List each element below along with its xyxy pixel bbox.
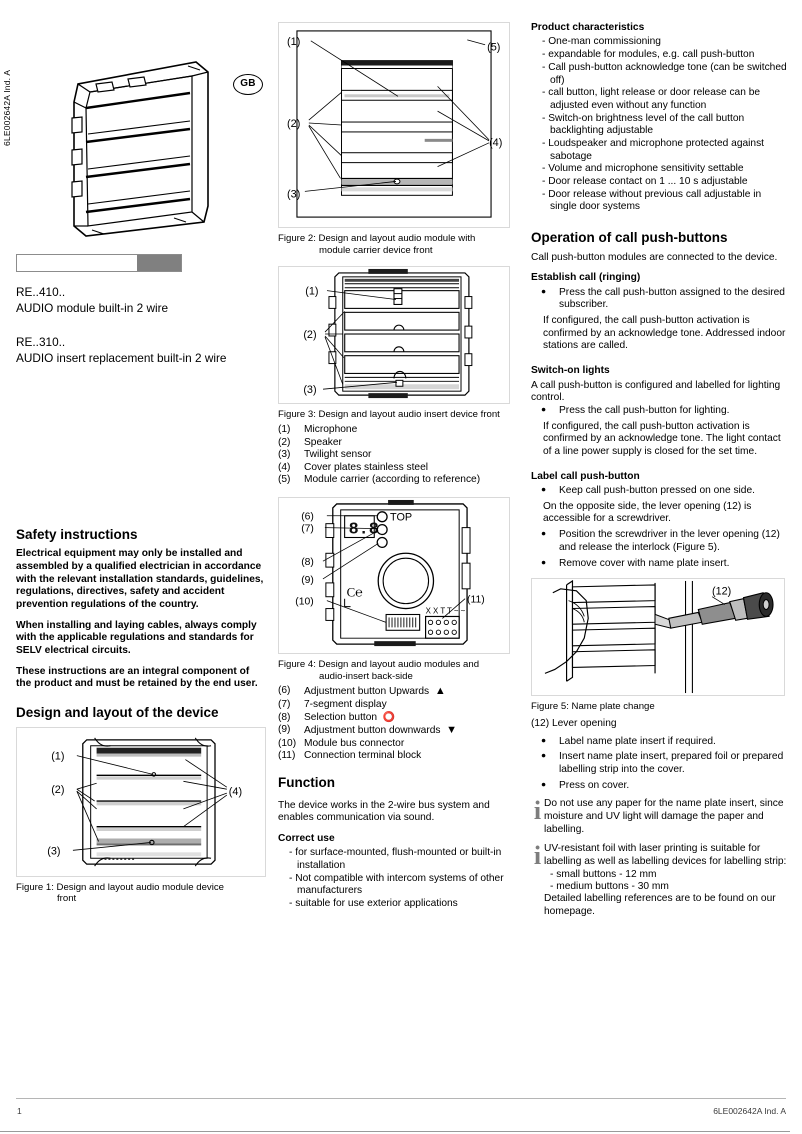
legend-row [278, 462, 480, 475]
list-item: - Switch-on brightness level of the call button backlighting adjustable [542, 113, 789, 138]
legend-number: (11) [278, 750, 296, 762]
info-note-2-tail: Detailed labelling references are to be found on our homepage. [544, 893, 776, 918]
characteristics-list [531, 36, 789, 214]
legend-label: Microphone [304, 424, 358, 436]
figure-3-caption [278, 409, 510, 421]
figure-5-callout-12: (12) [712, 585, 732, 598]
figure-4-callout-6: (6) [301, 511, 314, 523]
switch-on-lights-intro: A call push-button is configured and labelled for lighting control. [531, 379, 781, 404]
list-item: - Call push-button acknowledge tone (can be switched off) [542, 62, 789, 87]
product-ref1-code: RE..410.. [16, 285, 66, 299]
terminal-labels: X X T T ~ ~ [425, 606, 466, 616]
product-ref2-code: RE..310.. [16, 334, 66, 349]
characteristics-heading: Product characteristics [531, 22, 645, 33]
figure-2-caption [278, 233, 510, 256]
list-item: - Volume and microphone sensitivity settable [542, 163, 789, 176]
list-item: - small buttons - 12 mm [550, 869, 789, 881]
list-item: - medium buttons - 30 mm [550, 881, 789, 893]
footer-page-number: 1 [17, 1106, 22, 1116]
safety-heading: Safety instructions [16, 526, 138, 542]
info-note-1 [531, 798, 789, 836]
establish-call-heading: Establish call (ringing) [531, 272, 641, 284]
figure-5-image [531, 578, 785, 696]
product-photo [16, 22, 266, 246]
figure-4-callout-10: (10) [295, 596, 314, 608]
figure-2-caption-cont: module carrier device front [319, 244, 433, 256]
seven-segment-value: 8.8 [348, 520, 379, 540]
list-item: - Not compatible with intercom systems of other manufacturers [289, 873, 510, 898]
legend-label: Cover plates stainless steel [304, 461, 429, 473]
bottom-edge-rule [0, 1131, 790, 1132]
figure-2-callout-2: (2) [287, 117, 301, 130]
legend-row [278, 424, 480, 437]
legend-row [278, 474, 480, 487]
legend-number: (7) [278, 699, 291, 711]
figure-3-callout-2: (2) [303, 329, 317, 342]
color-bar-white-segment [17, 255, 137, 271]
label-bullet-2: ● Position the screwdriver in the lever opening (12) and release the interlock (Figure 5). [531, 529, 789, 554]
figure-2-callout-4: (4) [489, 136, 503, 149]
info-note-2-text: UV-resistant foil with laser printing is suitable for labelling as well as labelling devices for labelling strip: [544, 843, 787, 868]
legend-label-text: Selection button [304, 711, 378, 723]
figure-2-callout-3: (3) [287, 188, 301, 201]
legend-label: Module bus connector [304, 737, 405, 749]
design-heading: Design and layout of the device [16, 705, 219, 721]
figure-4-callout-7: (7) [301, 523, 314, 535]
legend-number: (8) [278, 711, 291, 723]
list-item: - suitable for use exterior applications [289, 898, 510, 911]
ce-mark: C℮ [346, 585, 363, 600]
legend-back-table [278, 685, 457, 763]
figure-3-callout-1: (1) [305, 286, 319, 299]
legend-number: (4) [278, 461, 291, 473]
list-item: - expandable for modules, e.g. call push-button [542, 49, 789, 62]
figure-1-caption-cont: front [57, 893, 77, 905]
list-item: - Door release contact on 1 ... 10 s adjustable [542, 176, 789, 189]
figure-1-callout-4: (4) [228, 785, 243, 798]
legend-number: (3) [278, 449, 291, 461]
operation-heading: Operation of call push-buttons [531, 230, 728, 246]
legend-label [304, 724, 457, 738]
language-badge-gb: GB [233, 74, 263, 95]
left-column [16, 22, 266, 905]
legend-row [278, 699, 457, 712]
legend-number: (5) [278, 474, 291, 486]
legend-number: (9) [278, 724, 291, 736]
circle-icon: ⭕ [382, 711, 396, 723]
figure-1-image [16, 727, 266, 877]
safety-paragraph-2: When installing and laying cables, always comply with the applicable regulations and standards for SELV electrical circuits. [16, 619, 257, 656]
figure-4-top-label: TOP [390, 511, 413, 524]
legend-row [278, 724, 457, 738]
after-fig-bullet-3: ● Press on cover. [531, 780, 789, 793]
figure-1-callout-2: (2) [51, 783, 65, 796]
footer-divider [16, 1098, 786, 1099]
info-note-2 [531, 843, 789, 918]
safety-paragraph-1: Electrical equipment may only be installed and assembled by a qualified electrician in accordance with the relevant installation standards, guidelines, regulations, directives, safety and accident prevention regulations of the country. [16, 548, 264, 610]
figure-3-caption-main: Figure 3: Design and layout audio insert device front [278, 409, 500, 421]
after-fig-bullet-2: ● Insert name plate insert, prepared foil or prepared labelling strip into the cover. [531, 751, 789, 776]
correct-use-heading: Correct use [278, 832, 335, 844]
info-note-1-text: Do not use any paper for the name plate insert, since moisture and UV light will damage the paper and labelling. [544, 798, 784, 835]
legend-row [278, 685, 457, 699]
operation-intro: Call push-button modules are connected to the device. [531, 251, 778, 263]
figure-1-caption-main: Figure 1: Design and layout audio module device [16, 881, 224, 893]
legend-number: (6) [278, 685, 291, 697]
list-item: - Loudspeaker and microphone protected against sabotage [542, 138, 789, 163]
figure-4-callout-11: (11) [467, 594, 485, 606]
figure-4-callout-8: (8) [301, 557, 314, 569]
legend-label: Connection terminal block [304, 750, 422, 762]
figure-4-image [278, 497, 510, 654]
legend-row [278, 750, 457, 763]
correct-use-list [278, 847, 510, 910]
legend-label: 7-segment display [304, 699, 387, 711]
figure-1-callout-1: (1) [51, 750, 65, 763]
arrow-down-icon: ▼ [446, 724, 458, 737]
legend-label [304, 685, 457, 699]
legend-label: Speaker [304, 436, 342, 448]
switch-on-lights-heading: Switch-on lights [531, 365, 610, 377]
figure-5-legend: (12) Lever opening [531, 717, 617, 729]
figure-3-image [278, 266, 510, 404]
legend-label: Twilight sensor [304, 449, 372, 461]
figure-2-image [278, 22, 510, 228]
color-indicator-bar [16, 254, 182, 272]
figure-1-caption [16, 882, 266, 905]
right-column [531, 22, 789, 926]
list-item: - for surface-mounted, flush-mounted or built-in installation [289, 847, 510, 872]
figure-4-caption [278, 659, 510, 682]
after-fig-bullet-1: ● Label name plate insert if required. [531, 736, 789, 749]
legend-row [278, 738, 457, 751]
legend-row [278, 712, 457, 725]
arrow-up-icon: ▲ [434, 685, 446, 698]
figure-4-callout-9: (9) [301, 574, 314, 586]
figure-4-caption-main: Figure 4: Design and layout audio modules and [278, 659, 480, 671]
figure-2-caption-main: Figure 2: Design and layout audio module with [278, 233, 476, 244]
list-item: - Door release without previous call adjustable in single door systems [542, 189, 789, 214]
label-call-push-button-heading: Label call push-button [531, 470, 640, 482]
label-bullet-1: ● Keep call push-button pressed on one side. [531, 485, 789, 498]
list-item: - One-man commissioning [542, 36, 789, 49]
color-bar-grey-segment [137, 255, 181, 271]
figure-2-callout-5: (5) [487, 41, 501, 54]
legend-front-table [278, 424, 480, 487]
safety-paragraph-3: These instructions are an integral component of the product and must be retained by the end user. [16, 665, 258, 690]
function-paragraph: The device works in the 2-wire bus system and enables communication via sound. [278, 799, 490, 824]
product-ref1-name: AUDIO module built-in 2 wire [16, 300, 169, 315]
product-ref2-name: AUDIO insert replacement built-in 2 wire [16, 350, 227, 365]
figure-5-caption [531, 701, 789, 713]
list-item: - call button, light release or door release can be adjusted even without any function [542, 87, 789, 112]
legend-label-text: Adjustment button Upwards [304, 686, 430, 698]
legend-row [278, 449, 480, 462]
info-icon: i [533, 796, 542, 826]
legend-label: Module carrier (according to reference) [304, 474, 481, 486]
label-text-1: On the opposite side, the lever opening (12) is accessible for a screwdriver. [543, 500, 752, 525]
side-document-code: 6LE002642A Ind. A [2, 69, 12, 146]
legend-number: (10) [278, 737, 297, 749]
function-heading: Function [278, 775, 335, 791]
figure-4-caption-cont: audio-insert back-side [319, 670, 413, 682]
figure-1-callout-3: (3) [47, 844, 61, 857]
labelling-strip-list [531, 869, 789, 894]
establish-call-bullet: ● Press the call push-button assigned to the desired subscriber. [531, 287, 789, 312]
legend-number: (2) [278, 436, 291, 448]
footer-document-code: 6LE002642A Ind. A [713, 1106, 786, 1116]
legend-label-text: Adjustment button downwards [304, 725, 441, 737]
legend-row [278, 437, 480, 450]
figure-5-caption-main: Figure 5: Name plate change [531, 701, 655, 713]
figure-3-callout-3: (3) [303, 384, 317, 397]
info-icon: i [533, 841, 542, 871]
label-bullet-3: ● Remove cover with name plate insert. [531, 558, 789, 571]
middle-column [278, 22, 510, 913]
establish-call-note: If configured, the call push-button activation is confirmed by an acknowledge tone. Addressed indoor stations are called. [543, 315, 786, 352]
legend-label [304, 712, 457, 725]
figure-2-callout-1: (1) [287, 35, 301, 48]
switch-on-lights-bullet: ● Press the call push-button for lighting. [531, 405, 789, 418]
legend-number: (1) [278, 424, 291, 436]
switch-on-lights-note: If configured, the call push-button activation is confirmed by an acknowledge tone. The light contact of a line power supply is closed for the set time. [543, 420, 781, 457]
